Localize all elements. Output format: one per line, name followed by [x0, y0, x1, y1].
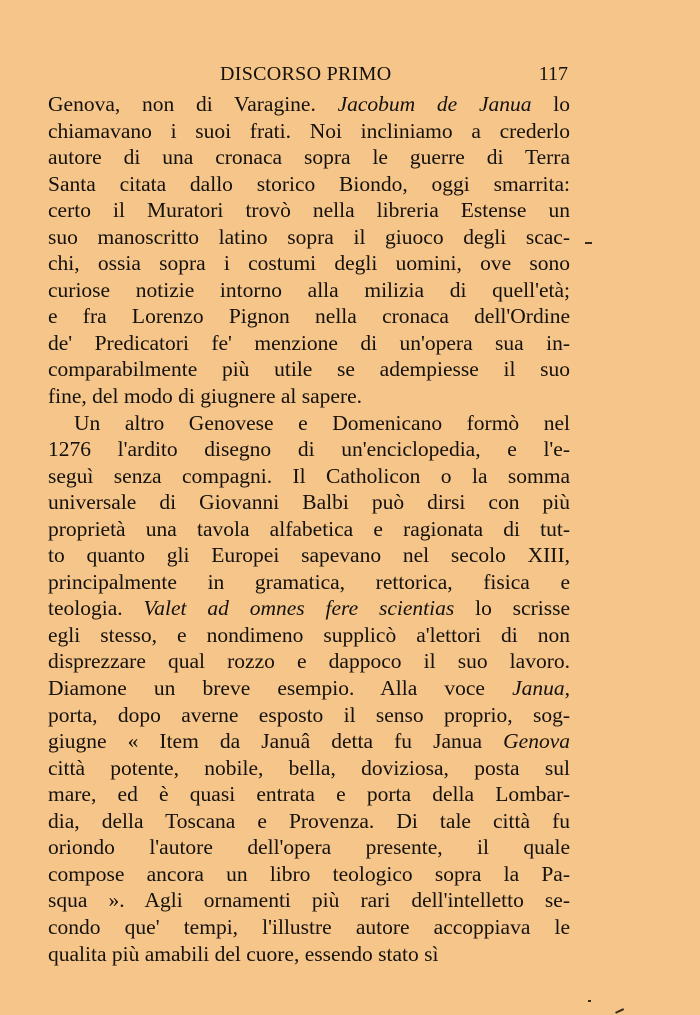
- italic-text: Genova: [503, 729, 570, 754]
- text-line: [48, 861, 570, 888]
- text-line: [48, 808, 570, 835]
- text-line: [48, 436, 570, 463]
- text-line: [48, 914, 570, 941]
- text-line: [48, 834, 570, 861]
- text-segment: to quanto gli Europei sapevano nel secolo XIII,: [48, 543, 570, 568]
- text-segment: seguì senza compagni. Il Catholicon o la somma: [48, 463, 570, 488]
- text-segment: certo il Muratori trovò nella libreria Estense un: [48, 198, 570, 223]
- italic-text: Jacobum de Janua: [337, 92, 532, 116]
- text-segment: lo scrisse: [454, 596, 570, 621]
- body-text: [48, 91, 570, 967]
- text-segment: curiose notizie intorno alla milizia di quell'età;: [48, 277, 570, 302]
- text-line: [48, 356, 570, 383]
- text-line: [48, 277, 570, 304]
- text-segment: principalmente in gramatica, rettorica, fisica e: [48, 569, 570, 594]
- text-line: [48, 330, 570, 357]
- text-segment: porta, dopo averne esposto il senso proprio, sog-: [48, 702, 570, 727]
- text-line: [48, 303, 570, 330]
- text-segment: chi, ossia sopra i costumi degli uomini, ove sono: [48, 251, 570, 276]
- text-line: [48, 224, 570, 251]
- text-segment: teologia.: [48, 596, 144, 621]
- text-segment: egli stesso, e nondimeno supplicò a'lettori di non: [48, 622, 570, 647]
- text-segment: proprietà una tavola alfabetica e ragionata di tut-: [48, 516, 570, 541]
- text-segment: dia, della Toscana e Provenza. Di tale città fu: [48, 808, 570, 833]
- text-segment: comparabilmente più utile se adempiesse il suo: [48, 357, 570, 382]
- text-line: [48, 197, 570, 224]
- text-segment: de' Predicatori fe' menzione di un'opera sua in-: [48, 330, 570, 355]
- text-line: [48, 383, 570, 410]
- text-segment: Diamone un breve esempio. Alla voce: [48, 676, 513, 701]
- text-segment: compose ancora un libro teologico sopra la Pa-: [48, 861, 570, 886]
- text-line: [48, 144, 570, 171]
- text-segment: universale di Giovanni Balbi può dirsi con più: [48, 490, 570, 515]
- text-line: [48, 781, 570, 808]
- text-segment: fine, del modo di giugnere al sapere.: [48, 384, 363, 409]
- page-number: 117: [538, 63, 568, 85]
- text-line: [48, 118, 570, 145]
- text-line: [48, 648, 570, 675]
- text-line: [48, 171, 570, 198]
- italic-text: Valet ad omnes fere scientias: [143, 596, 455, 621]
- text-segment: e fra Lorenzo Pignon nella cronaca dell'Ordine: [48, 304, 570, 329]
- text-line: [48, 675, 570, 702]
- running-header: [48, 63, 568, 87]
- text-line: [48, 410, 570, 437]
- text-segment: lo: [531, 92, 570, 116]
- text-line: [48, 489, 570, 516]
- text-segment: chiamavano i suoi frati. Noi incliniamo a crederlo: [48, 118, 570, 143]
- text-segment: ,: [564, 676, 570, 701]
- text-line: [48, 622, 570, 649]
- text-line: [48, 542, 570, 569]
- text-line: [48, 569, 570, 596]
- text-line: [48, 595, 570, 622]
- text-line: [48, 250, 570, 277]
- text-segment: condo que' tempi, l'illustre autore accoppiava le: [48, 914, 570, 939]
- text-segment: oriondo l'autore dell'opera presente, il quale: [48, 835, 570, 860]
- text-line: [48, 728, 570, 755]
- running-title: DISCORSO PRIMO: [220, 63, 392, 85]
- text-segment: qualita più amabili del cuore, essendo stato sì: [48, 941, 439, 966]
- text-segment: suo manoscritto latino sopra il giuoco degli scac-: [48, 224, 570, 249]
- text-segment: Genova, non di Varagine.: [48, 92, 338, 116]
- text-segment: Santa citata dallo storico Biondo, oggi smarrita:: [48, 171, 570, 196]
- text-line: [48, 702, 570, 729]
- text-line: [48, 91, 570, 118]
- text-segment: disprezzare qual rozzo e dappoco il suo lavoro.: [48, 649, 570, 674]
- text-line: [48, 516, 570, 543]
- margin-mark: [588, 1000, 591, 1002]
- text-segment: giugne « Item da Januâ detta fu Janua: [48, 729, 504, 754]
- text-line: [48, 887, 570, 914]
- text-segment: mare, ed è quasi entrata e porta della Lombar-: [48, 782, 570, 807]
- margin-mark: [615, 1008, 624, 1013]
- text-segment: autore di una cronaca sopra le guerre di Terra: [48, 145, 570, 170]
- text-line: [48, 463, 570, 490]
- text-segment: 1276 l'ardito disegno di un'enciclopedia, e l'e-: [48, 437, 570, 462]
- text-line: [48, 755, 570, 782]
- text-segment: città potente, nobile, bella, doviziosa, posta sul: [48, 755, 570, 780]
- text-segment: squa ». Agli ornamenti più rari dell'intelletto se-: [48, 888, 570, 913]
- margin-mark: [585, 242, 592, 244]
- italic-text: Janua: [512, 676, 565, 701]
- text-segment: Un altro Genovese e Domenicano formò nel: [74, 410, 570, 435]
- text-line: [48, 941, 570, 968]
